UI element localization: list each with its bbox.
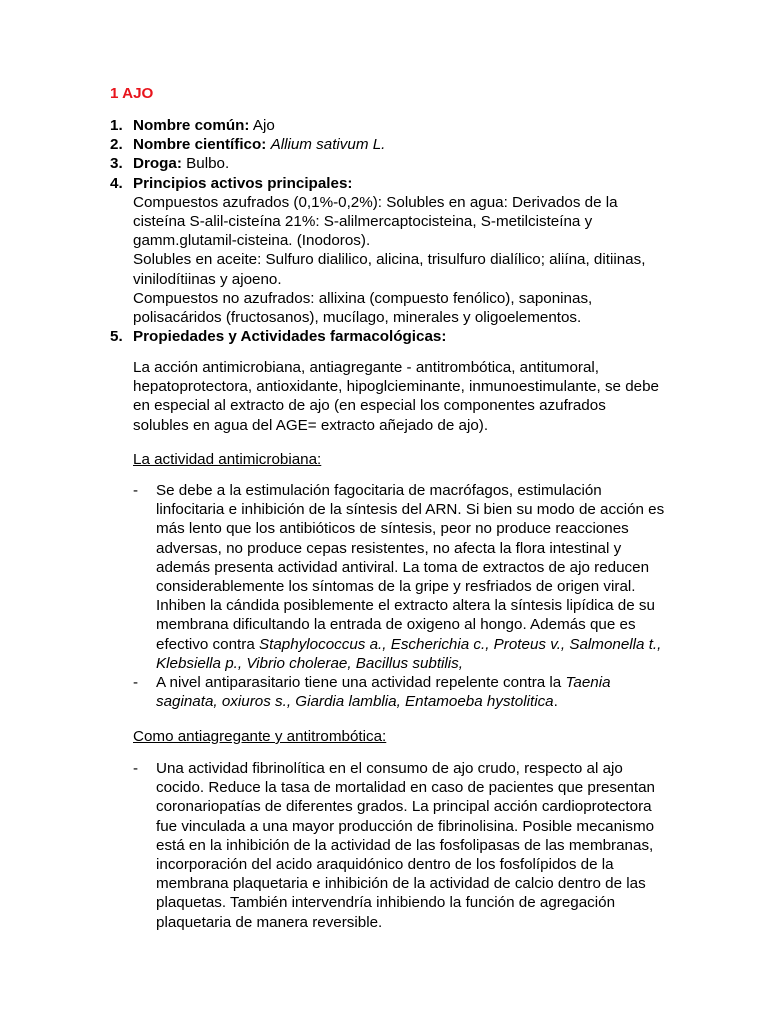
list-item-common-name bbox=[110, 116, 670, 135]
item-label: Propiedades y Actividades farmacológicas: bbox=[133, 328, 447, 346]
bullet-text: A nivel antiparasitario tiene una actividad repelente contra la bbox=[156, 674, 566, 692]
list-item-scientific-name bbox=[110, 135, 670, 154]
bullet-item bbox=[133, 481, 668, 673]
section-heading-antimicrobial bbox=[133, 450, 663, 469]
section-heading-text: La actividad antimicrobiana: bbox=[133, 451, 322, 468]
list-item-drug bbox=[110, 154, 670, 173]
principles-paragraph-2: Solubles en aceite: Sulfuro dialilico, alicina, trisulfuro dialílico; aliína, ditiinas, vinilodítiinas y ajoeno. bbox=[133, 251, 646, 288]
intro-paragraph: La acción antimicrobiana, antiagregante - antitrombótica, antitumoral, hepatoprotectora, antioxidante, hipoglcieminante, inmunoestimulante, se debe en especial al extracto de ajo (en especial los componentes azufrados solubles en agua del AGE= extracto añejado de ajo). bbox=[133, 359, 660, 434]
list-item-active-principles bbox=[110, 174, 670, 193]
section-heading-text: Como antiagregante y antitrombótica: bbox=[133, 728, 387, 745]
document-title: 1 AJO bbox=[110, 85, 154, 102]
bullet-dash: - bbox=[133, 760, 139, 777]
item-label: Nombre científico: bbox=[133, 136, 267, 154]
bullet-dash: - bbox=[133, 674, 139, 692]
bullet-item bbox=[133, 759, 668, 932]
item-number: 4. bbox=[110, 174, 123, 192]
principles-paragraph-3: Compuestos no azufrados: allixina (compuesto fenólico), saponinas, polisacáridos (fructosanos), mucílago, minerales y oligoelementos. bbox=[133, 289, 593, 327]
item-value-tail: L. bbox=[368, 136, 386, 154]
item-number: 2. bbox=[110, 136, 123, 154]
antimicrobial-bullets bbox=[133, 481, 668, 711]
item-number: 3. bbox=[110, 155, 123, 173]
bullet-dash: - bbox=[133, 482, 139, 499]
bullet-italic-text: Taenia saginata, oxiuros s., Giardia lamblia, Entamoeba hystolitica bbox=[156, 674, 611, 711]
item-label: Droga: bbox=[133, 155, 182, 173]
item-number: 1. bbox=[110, 117, 123, 134]
bullet-text: Una actividad fibrinolítica en el consumo de ajo crudo, respecto al ajo cocido. Reduce la tasa de mortalidad en caso de pacientes que presentan coronariopatías de diferentes grados. La principal acción cardioprotectora fue vinculada a una mayor producción de fibrinolisina. Posible mecanismo está en la inhibición de la actividad de las fosfolipasas de las membranas, incorporación del acido araquidónico dentro de los fosfolípidos de la membrana plaquetaria e inhibición de la actividad de calcio dentro de las plaquetas. También intervendría inhibiendo la función de agregación plaquetaria de manera reversible. bbox=[156, 760, 655, 931]
item-value: Bulbo. bbox=[181, 155, 230, 173]
bullet-item bbox=[133, 673, 668, 711]
antiaggregant-bullets bbox=[133, 759, 668, 932]
item-value-italic: Allium sativum bbox=[270, 136, 369, 154]
principles-paragraph-1: Compuestos azufrados (0,1%-0,2%): Solubles en agua: Derivados de la cisteína S-alil-cisteína 21%: S-alilmercaptocisteina, S-metilcisteína y gamm.glutamil-cisteina. (Inodoros). bbox=[133, 193, 618, 250]
list-item-properties bbox=[110, 327, 670, 346]
numbered-list bbox=[110, 116, 670, 346]
item-value: Ajo bbox=[249, 117, 275, 134]
item-number: 5. bbox=[110, 328, 123, 346]
bullet-text: Se debe a la estimulación fagocitaria de macrófagos, estimulación linfocitaria e inhibición de la síntesis del ARN. Si bien su modo de acción es más lento que los antibióticos de síntesis, peor no produce reacciones adversas, no produce cepas resistentes, no afecta la flora intestinal y además presenta actividad antiviral. La toma de extractos de ajo reducen considerablemente los síntomas de la gripe y resfriados de origen viral. Inhiben la cándida posiblemente el extracto altera la síntesis lipídica de su membrana dificultando la entrada de oxigeno al hongo. Además que es efectivo contra bbox=[156, 482, 665, 653]
bullet-tail: . bbox=[553, 693, 558, 711]
item-label: Principios activos principales: bbox=[133, 174, 353, 192]
section-heading-antiaggregant bbox=[133, 727, 663, 746]
item-label: Nombre común: bbox=[133, 117, 250, 134]
bullet-italic-text: Staphylococcus a., Escherichia c., Proteus v., Salmonella t., Klebsiella p., Vibrio cholerae, Bacillus subtilis, bbox=[156, 635, 662, 672]
